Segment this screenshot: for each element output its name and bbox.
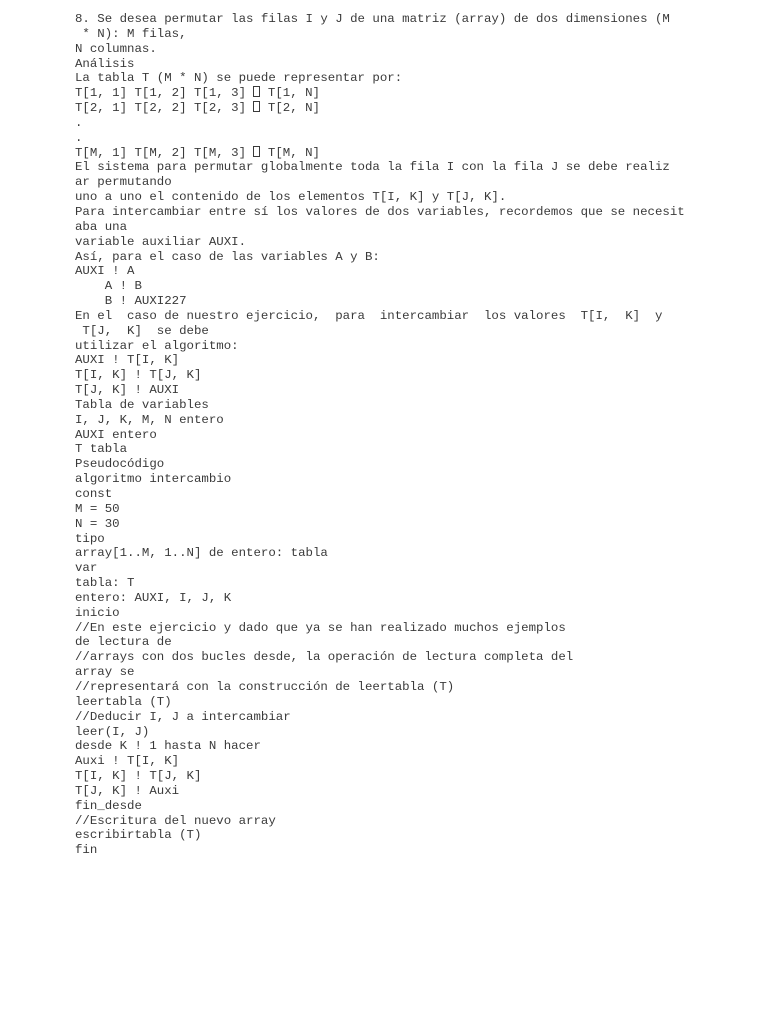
text-line: const [75,487,113,501]
text-line: fin [75,843,98,858]
text-line: //En este ejercicio y dado que ya se han realizado muchos ejemplos [75,620,566,635]
text-line: //Deducir I, J a intercambiar [75,709,291,724]
text-line: Así, para el caso de las variables A y B: [75,249,380,264]
text-line: tipo [75,531,105,546]
text-line: //arrays con dos bucles desde, la operación de lectura completa del [75,650,574,665]
text-line: . [75,115,83,130]
missing-glyph-icon [253,86,260,97]
text-line: T[1, 1] T[1, 2] T[1, 3] T[1, N] [75,86,320,101]
text-line: T[J, K] ! AUXI [75,383,180,398]
text-line: Auxi ! T[I, K] [75,754,180,769]
text-line: inicio [75,605,120,620]
text-line: entero: AUXI, I, J, K [75,590,232,605]
text-line: AUXI ! A [75,264,135,279]
text-line: aba una [75,219,128,234]
document-text [75,12,755,858]
text-line: A ! B [75,279,142,294]
text-line: T[I, K] ! T[J, K] [75,368,202,383]
text-line: B ! AUXI227 [75,294,187,309]
text-line: tabla: T [75,576,135,591]
text-line: El sistema para permutar globalmente toda la fila I con la fila J se debe realiz [75,160,670,175]
text-line: AUXI ! T[I, K] [75,353,180,368]
text-line: Análisis [75,56,135,71]
text-line: fin_desde [75,798,142,813]
text-line: N = 30 [75,516,120,531]
text-line: I, J, K, M, N entero [75,412,224,427]
text-line: utilizar el algoritmo: [75,338,239,353]
text-line: //representará con la construcción de leertabla (T) [75,679,455,694]
text-line: AUXI entero [75,427,157,442]
text-line: En el caso de nuestro ejercicio, para intercambiar los valores T[I, K] y [75,308,663,323]
text-line: La tabla T (M * N) se puede representar por: [75,71,403,86]
text-line: Tabla de variables [75,397,209,412]
text-line: //Escritura del nuevo array [75,813,276,828]
text-line: . [75,130,83,145]
text-line: T[2, 1] T[2, 2] T[2, 3] T[2, N] [75,101,320,116]
missing-glyph-icon [253,146,260,157]
text-line: array[1..M, 1..N] de entero: tabla [75,546,328,561]
text-line: N columnas. [75,41,157,56]
text-line: de lectura de [75,635,172,650]
text-line: * N): M filas, [75,26,187,41]
text-line: T[J, K] ! Auxi [75,783,180,798]
text-line: uno a uno el contenido de los elementos T[I, K] y T[J, K]. [75,190,507,205]
text-line: Pseudocódigo [75,457,165,472]
text-line: escribirtabla (T) [75,828,202,843]
text-line: ar permutando [75,175,172,190]
text-line: variable auxiliar AUXI. [75,234,247,249]
text-line: M = 50 [75,501,120,516]
text-line: leer(I, J) [75,724,150,739]
text-line: algoritmo intercambio [75,472,232,487]
text-line: T[M, 1] T[M, 2] T[M, 3] T[M, N] [75,145,320,160]
text-line: Para intercambiar entre sí los valores de dos variables, recordemos que se necesit [75,204,685,219]
text-line: T[I, K] ! T[J, K] [75,769,202,784]
text-line: desde K ! 1 hasta N hacer [75,739,261,754]
text-line: 8. Se desea permutar las filas I y J de una matriz (array) de dos dimensiones (M [75,12,670,26]
text-line: array se [75,665,135,680]
text-line: leertabla (T) [75,694,172,709]
text-line: var [75,561,98,576]
text-line: T[J, K] se debe [75,323,209,338]
text-line: T tabla [75,442,128,457]
missing-glyph-icon [253,101,260,112]
